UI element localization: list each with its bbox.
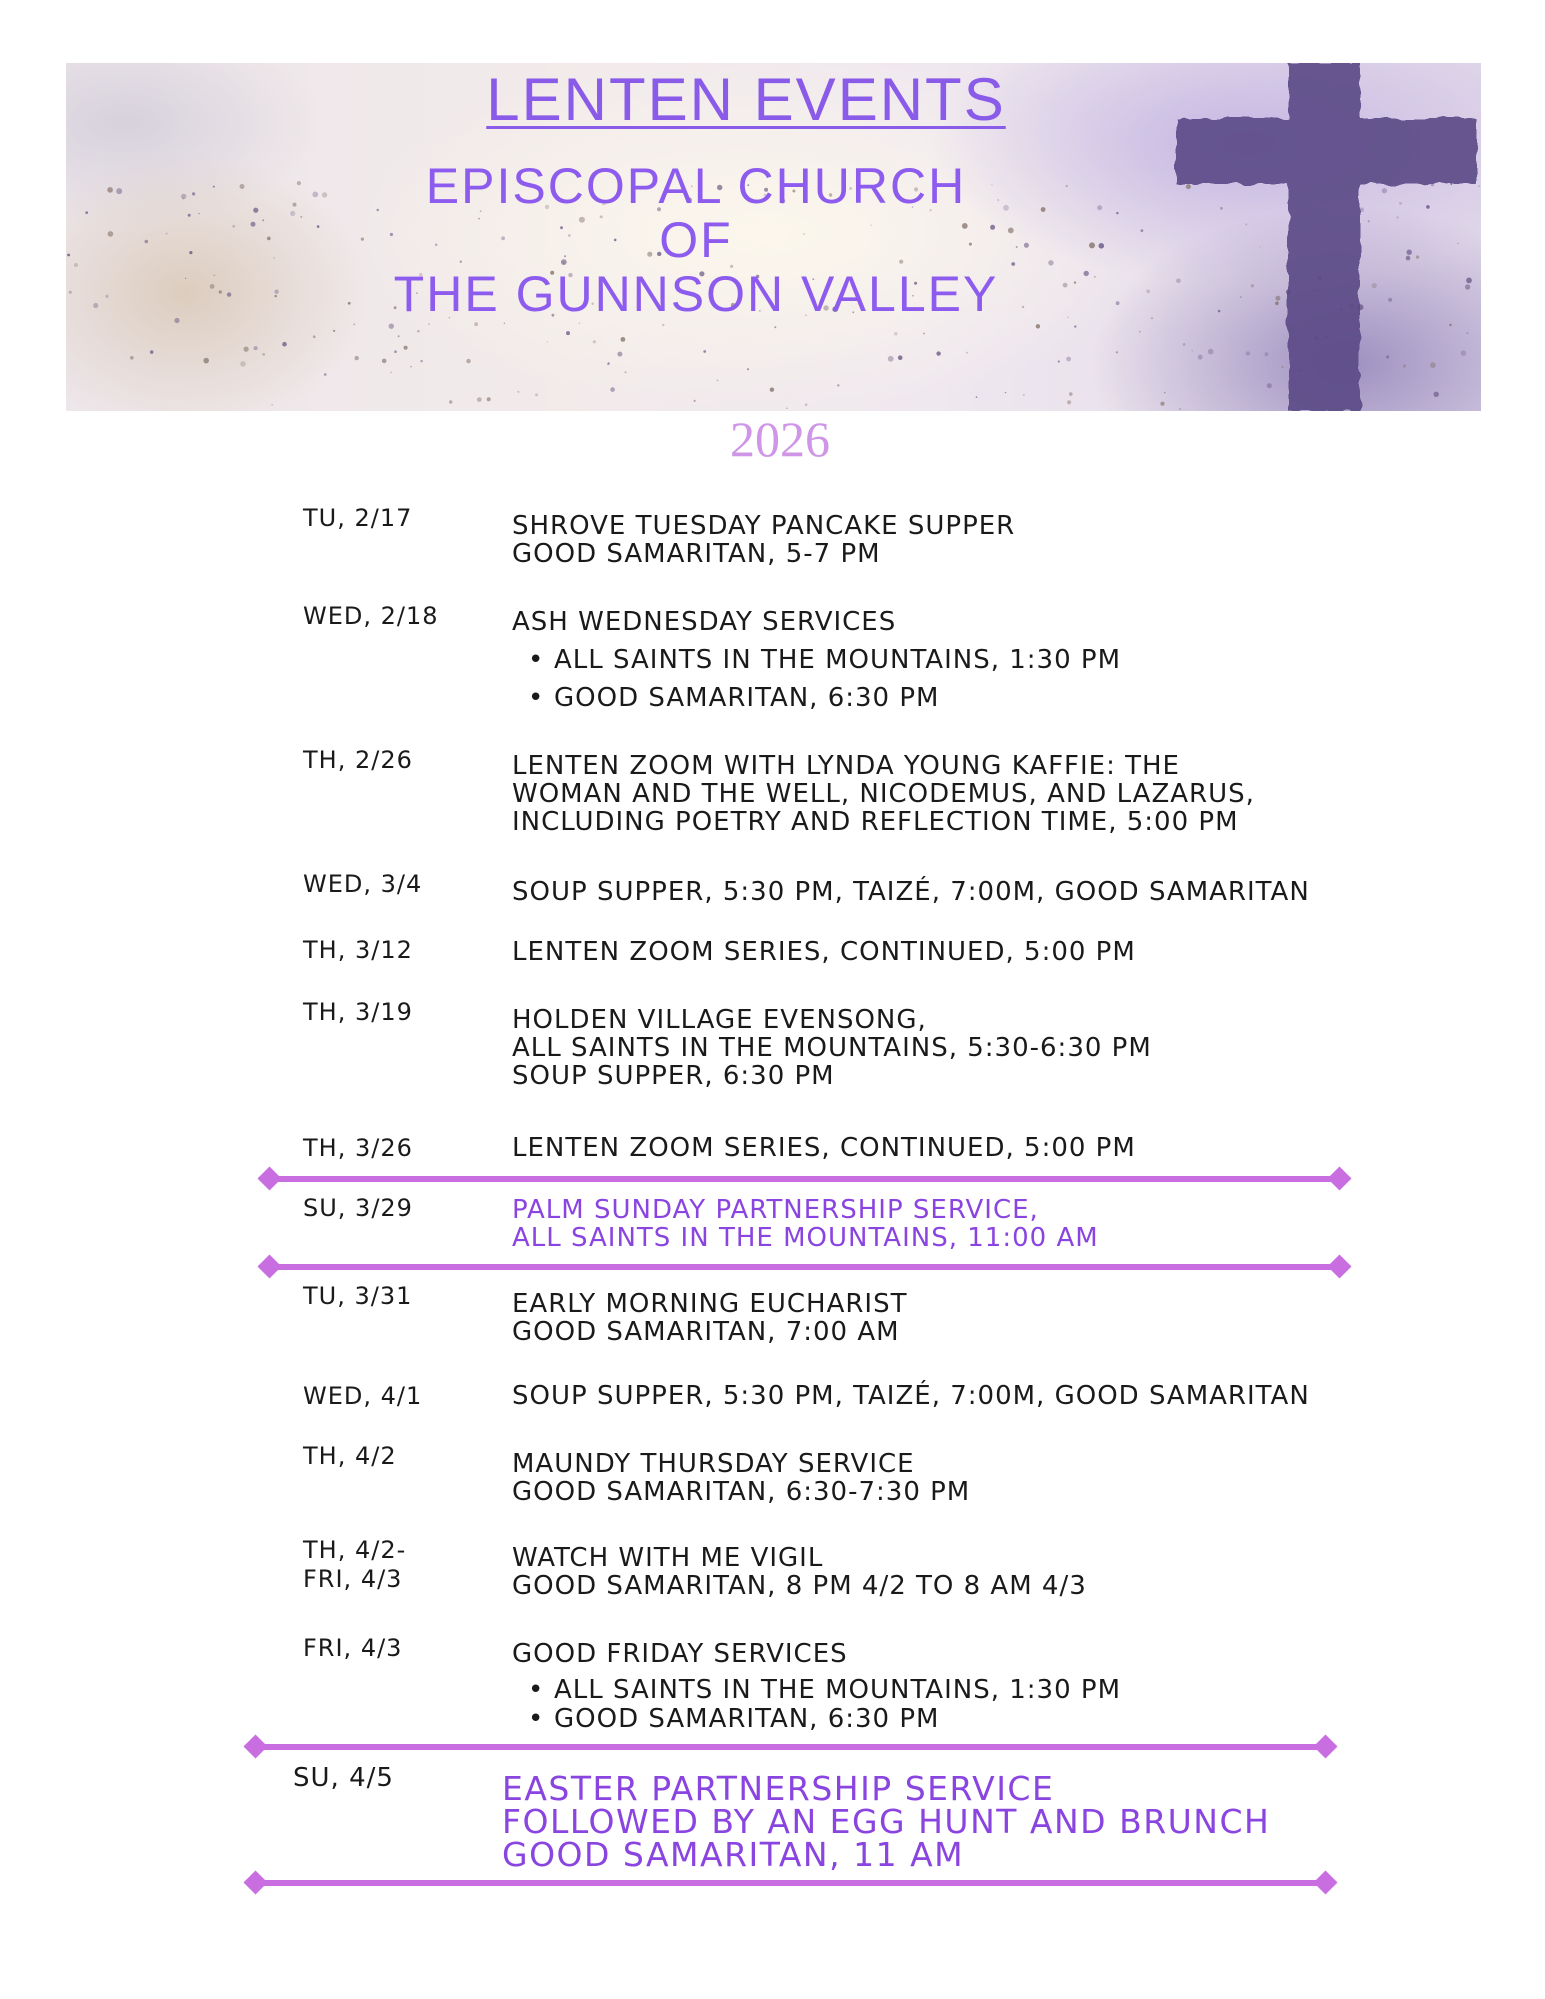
event-date: SU, 3/29 [303,1194,413,1222]
bullet-text: GOOD SAMARITAN, 6:30 PM [554,1704,940,1734]
divider-diamond-icon [1313,1870,1337,1894]
event-date: TH, 3/12 [303,936,413,964]
bullet-text: ALL SAINTS IN THE MOUNTAINS, 1:30 PM [554,1675,1122,1705]
event-date: TH, 4/2 [303,1442,397,1470]
event-line: HOLDEN VILLAGE EVENSONG, [512,1005,927,1035]
divider-diamond-icon [1327,1254,1351,1278]
divider-diamond-icon [243,1870,267,1894]
event-date: WED, 4/1 [303,1382,423,1410]
event-line: ALL SAINTS IN THE MOUNTAINS, 5:30-6:30 PM [512,1033,1152,1063]
event-date: WED, 2/18 [303,602,439,630]
event-line: GOOD SAMARITAN, 7:00 AM [512,1317,900,1347]
event-line: WATCH WITH ME VIGIL [512,1543,824,1573]
event-date: TH, 2/26 [303,746,413,774]
divider-diamond-icon [257,1166,281,1190]
event-line: SHROVE TUESDAY PANCAKE SUPPER [512,511,1016,541]
church-name-line-3: THE GUNNSON VALLEY [393,266,999,322]
event-description [512,878,1310,906]
header-banner [66,63,1481,411]
event-date: FRI, 4/3 [303,1634,403,1662]
event-description [512,512,1015,568]
bullet-text: ALL SAINTS IN THE MOUNTAINS, 1:30 PM [554,645,1122,675]
event-description [512,1290,907,1346]
bullet-icon: • [528,1704,545,1734]
event-line: ASH WEDNESDAY SERVICES [512,607,897,637]
event-line: PALM SUNDAY PARTNERSHIP SERVICE, [512,1195,1039,1225]
divider-diamond-icon [1313,1734,1337,1758]
event-line: INCLUDING POETRY AND REFLECTION TIME, 5:00 PM [512,807,1239,837]
event-date: TH, 3/19 [303,998,413,1026]
event-date: WED, 3/4 [303,870,423,898]
event-description [512,938,1136,966]
event-line: GOOD FRIDAY SERVICES [512,1639,848,1669]
event-description [502,1769,1271,1874]
divider-diamond-icon [257,1254,281,1278]
bullet-icon: • [528,1675,545,1705]
event-description [512,1134,1136,1162]
event-description [512,1640,848,1668]
divider-line [256,1880,1326,1886]
church-name-line-1: EPISCOPAL CHURCH [425,158,967,214]
event-date [303,1536,406,1594]
event-bullet [528,1705,939,1733]
event-line: SOUP SUPPER, 5:30 PM, TAIZÉ, 7:00M, GOOD SAMARITAN [512,877,1310,907]
event-line: SOUP SUPPER, 5:30 PM, TAIZÉ, 7:00M, GOOD SAMARITAN [512,1381,1310,1411]
event-date: SU, 4/5 [293,1763,394,1793]
page-title: LENTEN EVENTS [486,66,1006,133]
event-line: GOOD SAMARITAN, 5-7 PM [512,539,881,569]
event-bullet [528,684,939,712]
event-description [512,1006,1152,1090]
event-date: TU, 3/31 [303,1282,413,1310]
event-line: WOMAN AND THE WELL, NICODEMUS, AND LAZARUS, [512,779,1255,809]
event-line: LENTEN ZOOM SERIES, CONTINUED, 5:00 PM [512,1133,1136,1163]
event-line: MAUNDY THURSDAY SERVICE [512,1449,915,1479]
banner-titles [66,63,1481,411]
divider-line [270,1176,1340,1182]
event-description [512,752,1255,836]
church-name-line-2: OF [659,212,733,268]
event-line: ALL SAINTS IN THE MOUNTAINS, 11:00 AM [512,1223,1099,1253]
divider-line [256,1744,1326,1750]
event-description [512,1544,1087,1600]
divider-diamond-icon [1327,1166,1351,1190]
event-date-line: TH, 4/2- [303,1536,407,1564]
divider-diamond-icon [243,1734,267,1758]
event-bullet [528,1676,1121,1704]
event-date: TH, 3/26 [303,1134,413,1162]
event-line: LENTEN ZOOM SERIES, CONTINUED, 5:00 PM [512,937,1136,967]
event-line: EASTER PARTNERSHIP SERVICE [502,1769,1055,1808]
event-bullet [528,646,1121,674]
event-line: GOOD SAMARITAN, 8 PM 4/2 TO 8 AM 4/3 [512,1571,1087,1601]
event-date-line: FRI, 4/3 [303,1565,403,1593]
event-line: SOUP SUPPER, 6:30 PM [512,1061,835,1091]
event-description [512,1450,970,1506]
event-line: EARLY MORNING EUCHARIST [512,1289,908,1319]
bullet-icon: • [528,645,545,675]
event-description [512,1196,1099,1252]
event-line: GOOD SAMARITAN, 11 AM [502,1835,965,1874]
event-line: GOOD SAMARITAN, 6:30-7:30 PM [512,1477,971,1507]
event-date: TU, 2/17 [303,504,413,532]
bullet-text: GOOD SAMARITAN, 6:30 PM [554,683,940,713]
bullet-icon: • [528,683,545,713]
event-description [512,608,896,636]
event-line: FOLLOWED BY AN EGG HUNT AND BRUNCH [502,1802,1271,1841]
event-line: LENTEN ZOOM WITH LYNDA YOUNG KAFFIE: THE [512,751,1180,781]
divider-line [270,1264,1340,1270]
year-label: 2026 [730,411,830,467]
event-description [512,1382,1310,1410]
